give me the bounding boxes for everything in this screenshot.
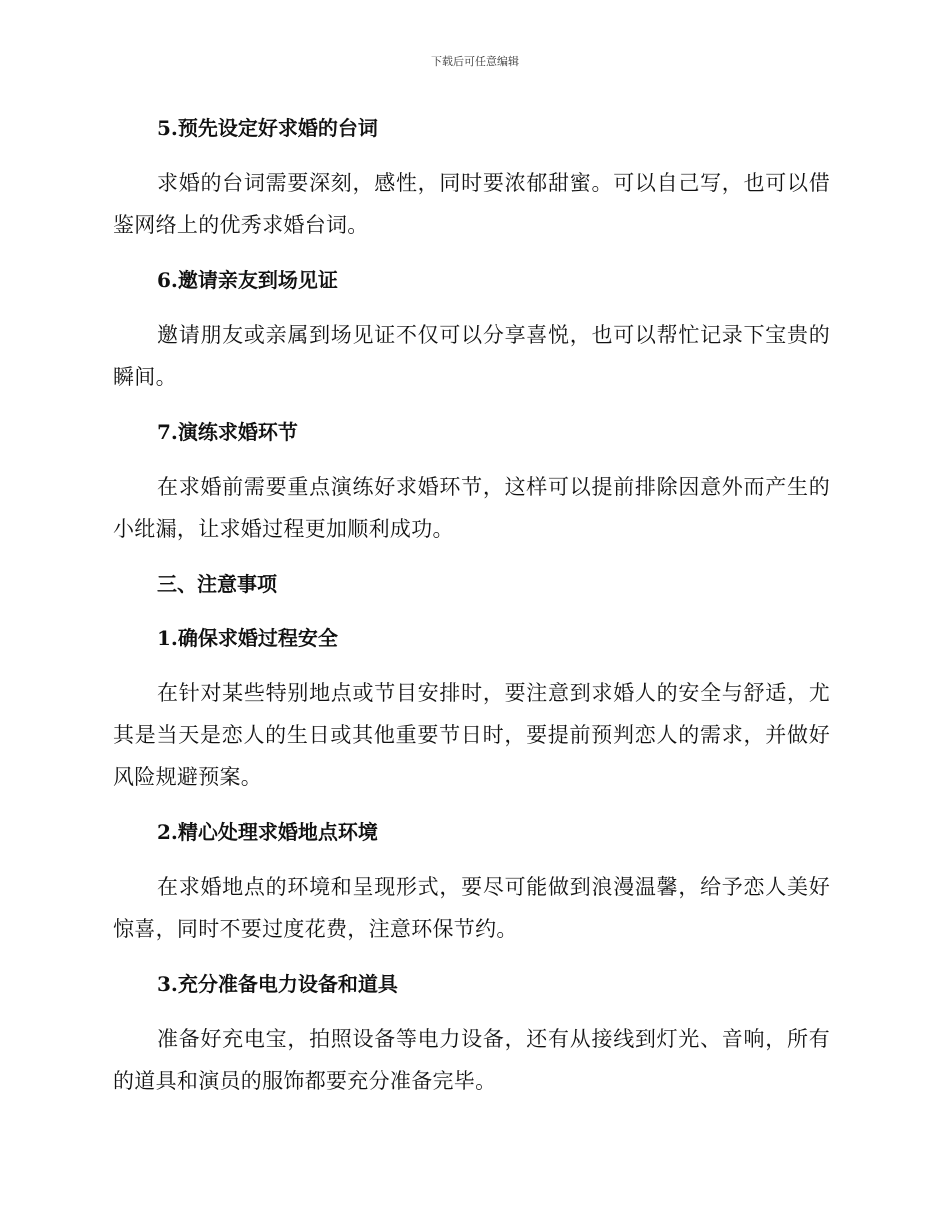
paragraph-invite-friends: 邀请朋友或亲属到场见证不仅可以分享喜悦，也可以帮忙记录下宝贵的瞬间。 bbox=[113, 323, 830, 389]
paragraph-venue: 在求婚地点的环境和呈现形式，要尽可能做到浪漫温馨，给予恋人美好惊喜，同时不要过度花费，注意环保节约。 bbox=[113, 875, 830, 941]
paragraph-rehearse: 在求婚前需要重点演练好求婚环节，这样可以提前排除因意外而产生的小纰漏，让求婚过程更加顺利成功。 bbox=[113, 475, 830, 541]
paragraph-equipment: 准备好充电宝，拍照设备等电力设备，还有从接线到灯光、音响，所有的道具和演员的服饰都要充分准备完毕。 bbox=[113, 1027, 830, 1093]
paragraph-proposal-speech: 求婚的台词需要深刻，感性，同时要浓郁甜蜜。可以自己写，也可以借鉴网络上的优秀求婚台词。 bbox=[113, 171, 830, 237]
section-heading-1: 1.确保求婚过程安全 bbox=[157, 626, 338, 650]
document-body bbox=[113, 108, 830, 1116]
chapter-heading-notes: 三、注意事项 bbox=[157, 572, 277, 596]
paragraph-safety: 在针对某些特别地点或节目安排时，要注意到求婚人的安全与舒适，尤其是当天是恋人的生日或其他重要节日时，要提前预判恋人的需求，并做好风险规避预案。 bbox=[113, 681, 830, 789]
section-heading-2: 2.精心处理求婚地点环境 bbox=[157, 820, 378, 844]
section-heading-5: 5.预先设定好求婚的台词 bbox=[157, 116, 378, 140]
section-heading-6: 6.邀请亲友到场见证 bbox=[157, 268, 338, 292]
section-heading-3: 3.充分准备电力设备和道具 bbox=[157, 972, 398, 996]
section-heading-7: 7.演练求婚环节 bbox=[157, 420, 298, 444]
page-header: 下载后可任意编辑 bbox=[431, 55, 519, 68]
